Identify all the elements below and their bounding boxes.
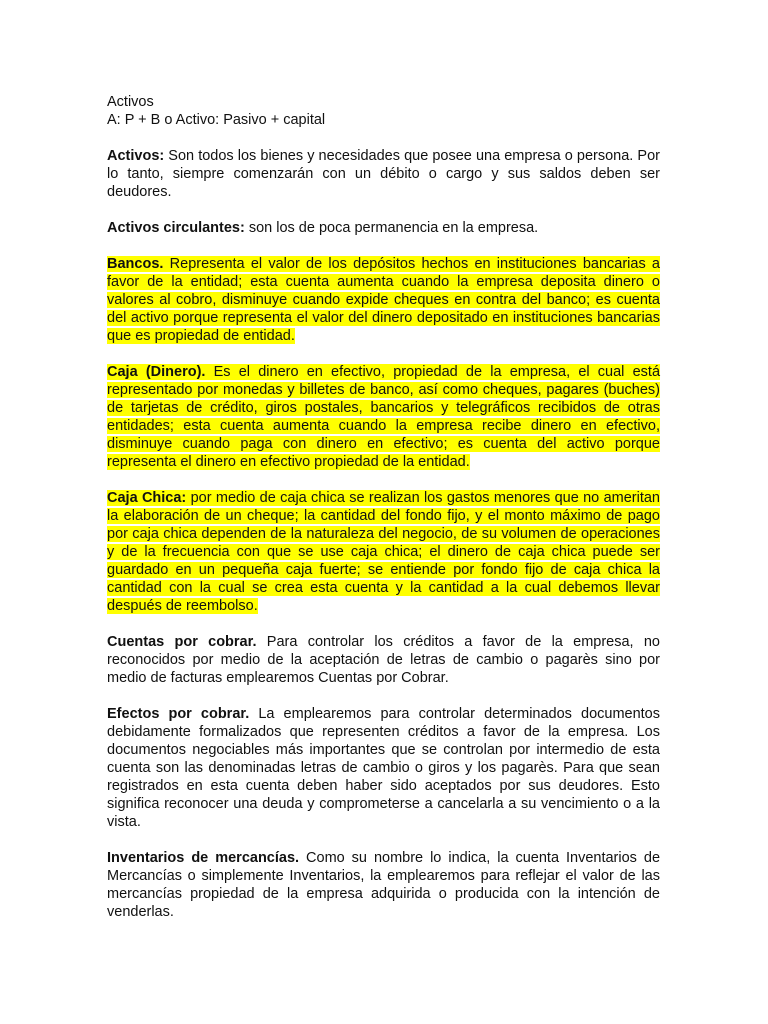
definition-efectos-por-cobrar: La emplearemos para controlar determinados documentos debidamente formalizados que representen créditos a favor de la empresa. Los documentos negociables más importantes que se controlan por intermedio de esta cuenta son las denominadas letras de cambio o giros y los pagarès. Para que sean registrados en esta cuenta deben haber sido aceptados por sus deudores. Esto significa reconocer una deuda y comprometerse a cancelarla a su vencimiento o a la vista. (107, 706, 660, 830)
highlight-caja-chica (107, 490, 660, 614)
term-activos-circulantes: Activos circulantes: (107, 220, 245, 236)
definition-caja-dinero: Es el dinero en efectivo, propiedad de la empresa, el cual está representado por monedas y billetes de banco, así como cheques, pagares (buches) de tarjetas de crédito, giros postales, bancarios y telegráficos recibidos de otras entidades; esta cuenta aumenta cuando la empresa recibe dinero en efectivo, disminuye cuando paga con dinero en efectivo; es cuenta del activo porque representa el dinero en efectivo propiedad de la entidad. (107, 364, 661, 470)
term-bancos: Bancos. (107, 256, 164, 272)
paragraph-caja-chica (107, 489, 660, 615)
definition-caja-chica: por medio de caja chica se realizan los gastos menores que no ameritan la elaboración de un cheque; la cantidad del fondo fijo, y el monto máximo de pago por caja chica dependen de la naturaleza del negocio, de su volumen de operaciones y de la frecuencia con que se use caja chica; el dinero de caja chica puede ser guardado en un pequeña caja fuerte; se entiende por fondo fijo de caja chica la cantidad con la cual se crea esta cuenta y la cantidad a la cual debemos llevar después de reembolso. (107, 490, 660, 614)
term-caja-dinero: Caja (Dinero). (107, 364, 206, 380)
paragraph-cuentas-por-cobrar (107, 633, 660, 687)
paragraph-inventarios (107, 849, 660, 921)
term-caja-chica: Caja Chica: (107, 490, 187, 506)
paragraph-activos-circulantes (107, 219, 660, 237)
paragraph-bancos (107, 255, 660, 345)
definition-cuentas-por-cobrar: Para controlar los créditos a favor de la empresa, no reconocidos por medio de la aceptación de letras de cambio o pagarès sino por medio de facturas emplearemos Cuentas por Cobrar. (107, 634, 660, 686)
term-efectos-por-cobrar: Efectos por cobrar. (107, 706, 250, 722)
paragraph-activos (107, 147, 660, 201)
term-cuentas-por-cobrar: Cuentas por cobrar. (107, 634, 257, 650)
term-inventarios: Inventarios de mercancías. (107, 850, 300, 866)
term-activos: Activos: (107, 148, 165, 164)
definition-inventarios: Como su nombre lo indica, la cuenta Inventarios de Mercancías o simplemente Inventarios, la emplearemos para reflejar el valor de las mercancías propiedad de la empresa adquirida o producida con la intención de venderlas. (107, 850, 661, 920)
paragraph-efectos-por-cobrar (107, 705, 660, 831)
definition-activos: Son todos los bienes y necesidades que posee una empresa o persona. Por lo tanto, siempre comenzarán con un débito o cargo y sus saldos deben ser deudores. (107, 148, 660, 200)
highlight-bancos (107, 256, 660, 344)
definition-bancos: Representa el valor de los depósitos hechos en instituciones bancarias a favor de la entidad; esta cuenta aumenta cuando la empresa deposita dinero o valores al cobro, disminuye cuando expide cheques en contra del banco; es cuenta del activo porque representa el valor del dinero depositado en instituciones bancarias que es propiedad de entidad. (107, 256, 660, 344)
paragraph-caja-dinero (107, 363, 660, 471)
accounting-equation: A: P + B o Activo: Pasivo + capital (107, 112, 326, 128)
highlight-caja-dinero (107, 364, 660, 470)
document-title: Activos (107, 94, 154, 110)
definition-activos-circulantes: son los de poca permanencia en la empresa. (244, 220, 539, 236)
